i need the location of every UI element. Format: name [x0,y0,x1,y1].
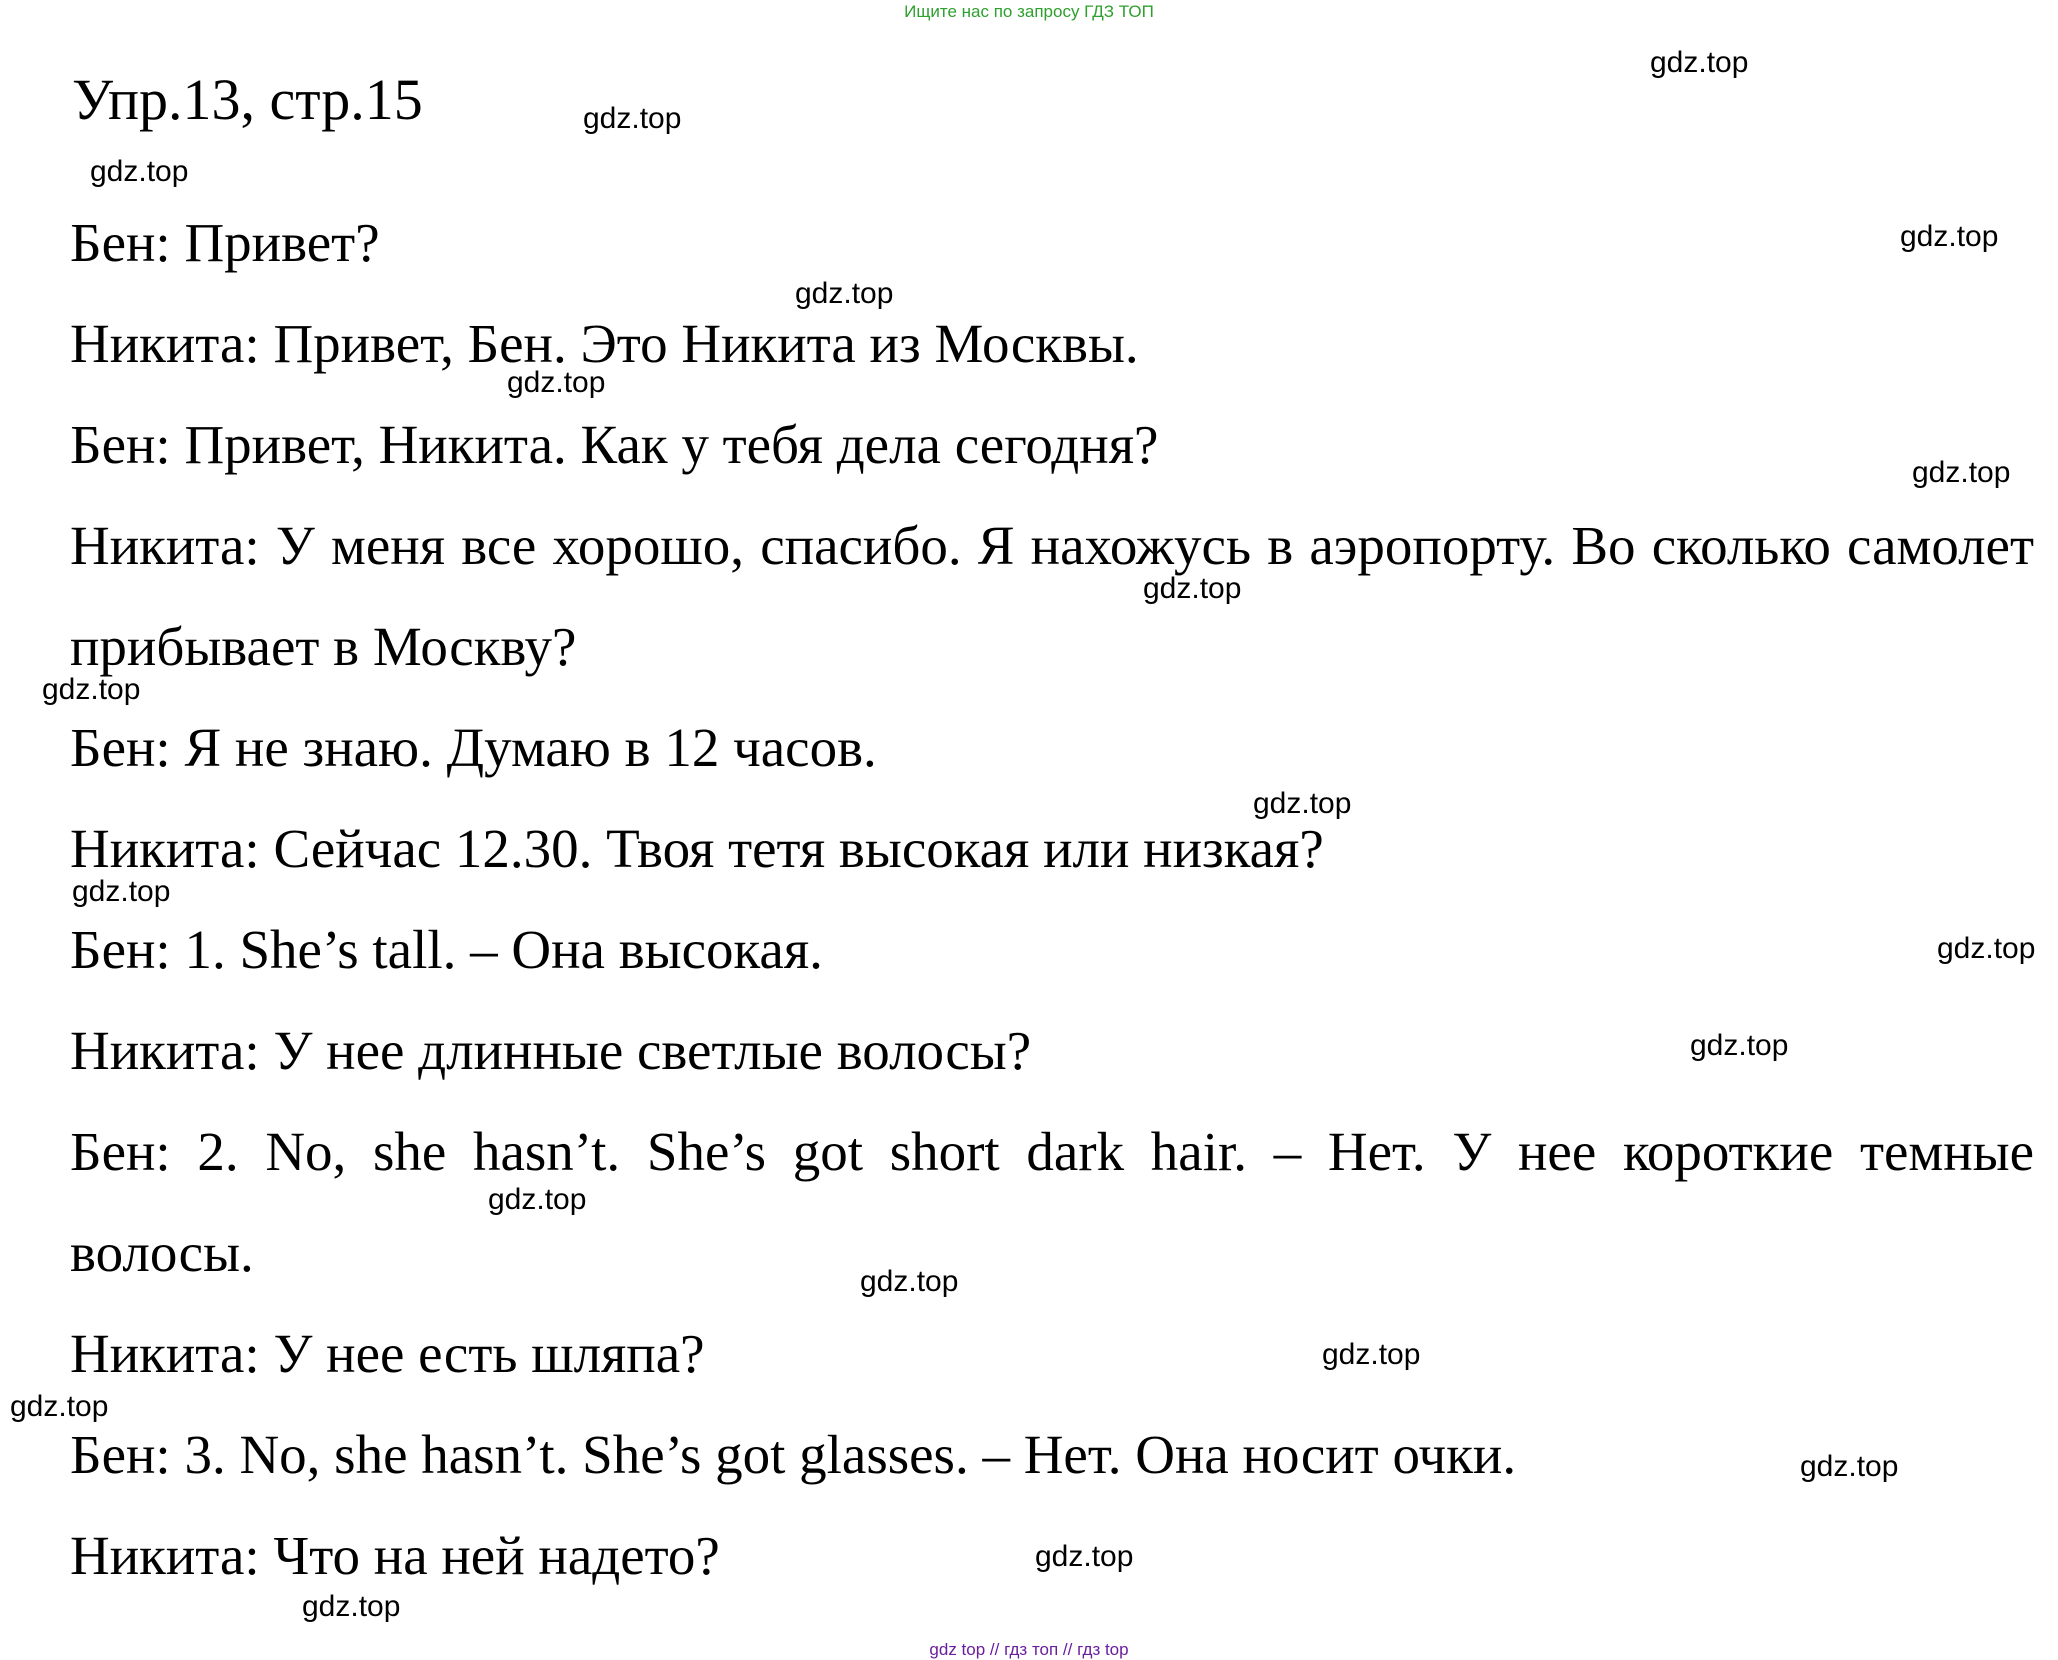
dialog-line: Никита: У нее длинные светлые волосы? [70,1020,1032,1081]
dialog-text [70,192,2034,1606]
watermark: gdz.top [90,155,189,188]
watermark: gdz.top [507,366,606,399]
dialog-line: Никита: У нее есть шляпа? [70,1323,705,1384]
exercise-title: Упр.13, стр.15 [72,67,423,132]
watermark: gdz.top [1322,1338,1421,1371]
dialog-line: Бен: 2. No, she hasn’t. She’s got short dark hair. – Нет. У нее короткие темные волосы. [70,1121,2034,1283]
dialog-line: Бен: 3. No, she hasn’t. She’s got glasses. – Нет. Она носит очки. [70,1424,1517,1485]
watermark: gdz.top [1690,1029,1789,1062]
watermark: gdz.top [72,875,171,908]
watermark: gdz.top [1912,456,2011,489]
watermark: gdz.top [1143,572,1242,605]
top-note: Ищите нас по запросу ГДЗ ТОП [904,2,1154,21]
watermark: gdz.top [1035,1540,1134,1573]
dialog-line: Бен: 1. She’s tall. – Она высокая. [70,919,823,980]
watermark: gdz.top [302,1590,401,1623]
watermark: gdz.top [583,102,682,135]
watermark: gdz.top [42,673,141,706]
footer-links: gdz top // гдз топ // гдз top [929,1640,1129,1659]
dialog-line: Бен: Я не знаю. Думаю в 12 часов. [70,717,877,778]
watermark: gdz.top [860,1265,959,1298]
watermark: gdz.top [795,277,894,310]
dialog-line: Бен: Привет? [70,212,380,273]
dialog-line: Бен: Привет, Никита. Как у тебя дела сегодня? [70,414,1159,475]
watermark: gdz.top [1253,787,1352,820]
dialog-line: Никита: Привет, Бен. Это Никита из Москвы. [70,313,1139,374]
watermark: gdz.top [1800,1450,1899,1483]
dialog-line: Никита: Что на ней надето? [70,1525,720,1586]
watermark: gdz.top [1937,932,2036,965]
dialog-line: Никита: У меня все хорошо, спасибо. Я нахожусь в аэропорту. Во сколько самолет прибывает в Москву? [70,515,2034,677]
watermark: gdz.top [1900,220,1999,253]
watermark: gdz.top [488,1183,587,1216]
dialog-line: Никита: Сейчас 12.30. Твоя тетя высокая или низкая? [70,818,1324,879]
watermark: gdz.top [1650,46,1749,79]
watermark: gdz.top [10,1390,109,1423]
